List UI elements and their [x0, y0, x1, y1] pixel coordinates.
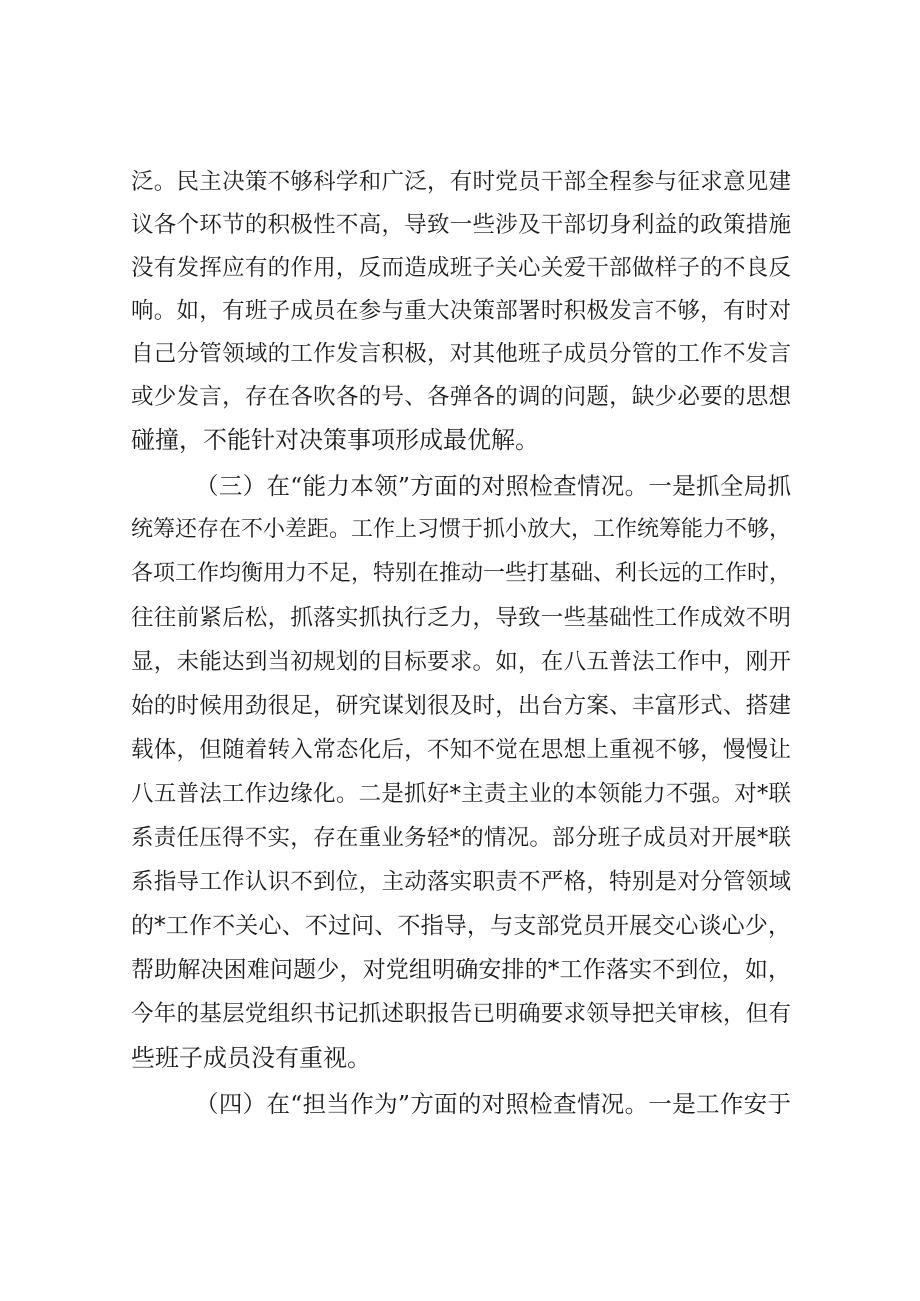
text-line: 统筹还存在不小差距。工作上习惯于抓小放大，工作统筹能力不够， — [131, 517, 792, 542]
text-line: 些班子成员没有重视。 — [131, 1044, 371, 1072]
text-line: 往往前紧后松，抓落实抓执行乏力，导致一些基础性工作成效不明 — [131, 605, 791, 631]
text-line: 载体，但随着转入常态化后，不知不觉在思想上重视不够，慢慢让 — [131, 737, 791, 763]
text-line: 没有发挥应有的作用，反而造成班子关心关爱干部做样子的不良反 — [131, 255, 791, 281]
text-line: 响。如，有班子成员在参与重大决策部署时积极发言不够，有时对 — [131, 298, 791, 324]
text-line: 显，未能达到当初规划的目标要求。如，在八五普法工作中，刚开 — [131, 649, 791, 675]
text-line: 各项工作均衡用力不足，特别在推动一些打基础、利长远的工作时， — [131, 561, 792, 586]
text-line: 碰撞，不能针对决策事项形成最优解。 — [131, 426, 539, 454]
text-line: （四）在“担当作为”方面的对照检查情况。一是工作安于 — [195, 1090, 791, 1118]
text-line: 自己分管领域的工作发言积极，对其他班子成员分管的工作不发言 — [131, 341, 791, 367]
text-line: 始的时候用劲很足，研究谋划很及时，出台方案、丰富形式、搭建 — [131, 693, 791, 719]
text-line: 泛。民主决策不够科学和广泛，有时党员干部全程参与征求意见建 — [131, 169, 791, 195]
text-line: 今年的基层党组织书记抓述职报告已明确要求领导把关审核，但有 — [131, 1001, 791, 1027]
text-line: 系责任压得不实，存在重业务轻*的情况。部分班子成员对开展*联 — [131, 825, 791, 851]
text-line: 议各个环节的积极性不高，导致一些涉及干部切身利益的政策措施 — [131, 212, 791, 238]
text-line: 系指导工作认识不到位，主动落实职责不严格，特别是对分管领域 — [131, 869, 791, 895]
text-line: 八五普法工作边缘化。二是抓好*主责主业的本领能力不强。对*联 — [131, 781, 791, 807]
text-line: （三）在“能力本领”方面的对照检查情况。一是抓全局抓 — [195, 472, 791, 500]
text-line: 或少发言，存在各吹各的号、各弹各的调的问题，缺少必要的思想 — [131, 384, 791, 410]
text-line: 的*工作不关心、不过问、不指导，与支部党员开展交心谈心少， — [131, 913, 791, 939]
text-line: 帮助解决困难问题少，对党组明确安排的*工作落实不到位，如， — [131, 957, 791, 983]
